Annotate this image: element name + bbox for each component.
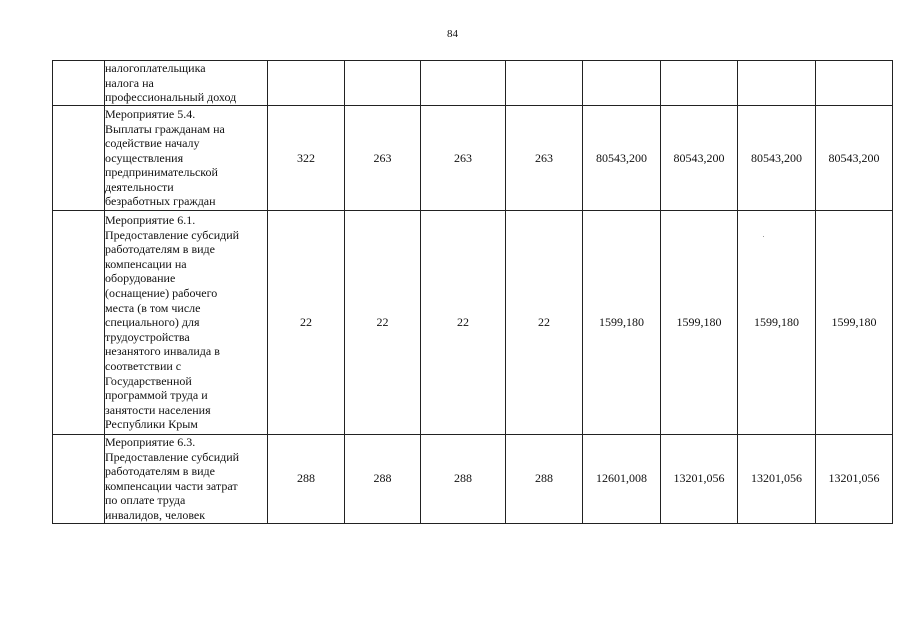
- value-cell: 80543,200: [816, 106, 893, 211]
- value-cell: 288: [421, 435, 506, 524]
- value-cell: [345, 61, 421, 106]
- row-description: налогоплательщика налога на профессиональный доход: [105, 61, 268, 106]
- row-description: Мероприятие 5.4. Выплаты гражданам на содействие началу осуществления предпринимательской деятельности безработных граждан: [105, 106, 268, 211]
- value-cell: 22: [345, 211, 421, 435]
- value-cell: 13201,056: [661, 435, 738, 524]
- value-cell: 22: [421, 211, 506, 435]
- value-cell: 322: [268, 106, 345, 211]
- value-cell: [506, 61, 583, 106]
- value-cell: 80543,200: [738, 106, 816, 211]
- budget-table: [52, 60, 893, 524]
- value-cell: [816, 61, 893, 106]
- row-number-cell: [53, 435, 105, 524]
- value-cell: 80543,200: [661, 106, 738, 211]
- value-cell: 22: [268, 211, 345, 435]
- page-number: 84: [447, 28, 458, 40]
- row-description: Мероприятие 6.3. Предоставление субсидий работодателям в виде компенсации части затрат по оплате труда инвалидов, человек: [105, 435, 268, 524]
- scan-speck: [763, 236, 764, 237]
- value-cell: [583, 61, 661, 106]
- value-cell: 263: [421, 106, 506, 211]
- row-description: Мероприятие 6.1. Предоставление субсидий работодателям в виде компенсации на оборудование (оснащение) рабочего места (в том числе специального) для трудоустройства незанятого инвалида в соответствии с Государственной программой труда и занятости населения Республики Крым: [105, 211, 268, 435]
- row-number-cell: [53, 61, 105, 106]
- row-number-cell: [53, 211, 105, 435]
- value-cell: 12601,008: [583, 435, 661, 524]
- value-cell: 263: [345, 106, 421, 211]
- value-cell: 1599,180: [816, 211, 893, 435]
- value-cell: 1599,180: [661, 211, 738, 435]
- value-cell: 1599,180: [738, 211, 816, 435]
- value-cell: 13201,056: [816, 435, 893, 524]
- value-cell: [421, 61, 506, 106]
- table-row: [53, 61, 893, 106]
- value-cell: 288: [268, 435, 345, 524]
- value-cell: 1599,180: [583, 211, 661, 435]
- value-cell: [738, 61, 816, 106]
- value-cell: 80543,200: [583, 106, 661, 211]
- table-row: [53, 211, 893, 435]
- value-cell: 288: [506, 435, 583, 524]
- value-cell: 22: [506, 211, 583, 435]
- value-cell: [661, 61, 738, 106]
- value-cell: 13201,056: [738, 435, 816, 524]
- table-row: [53, 435, 893, 524]
- table-row: [53, 106, 893, 211]
- value-cell: [268, 61, 345, 106]
- value-cell: 288: [345, 435, 421, 524]
- value-cell: 263: [506, 106, 583, 211]
- row-number-cell: [53, 106, 105, 211]
